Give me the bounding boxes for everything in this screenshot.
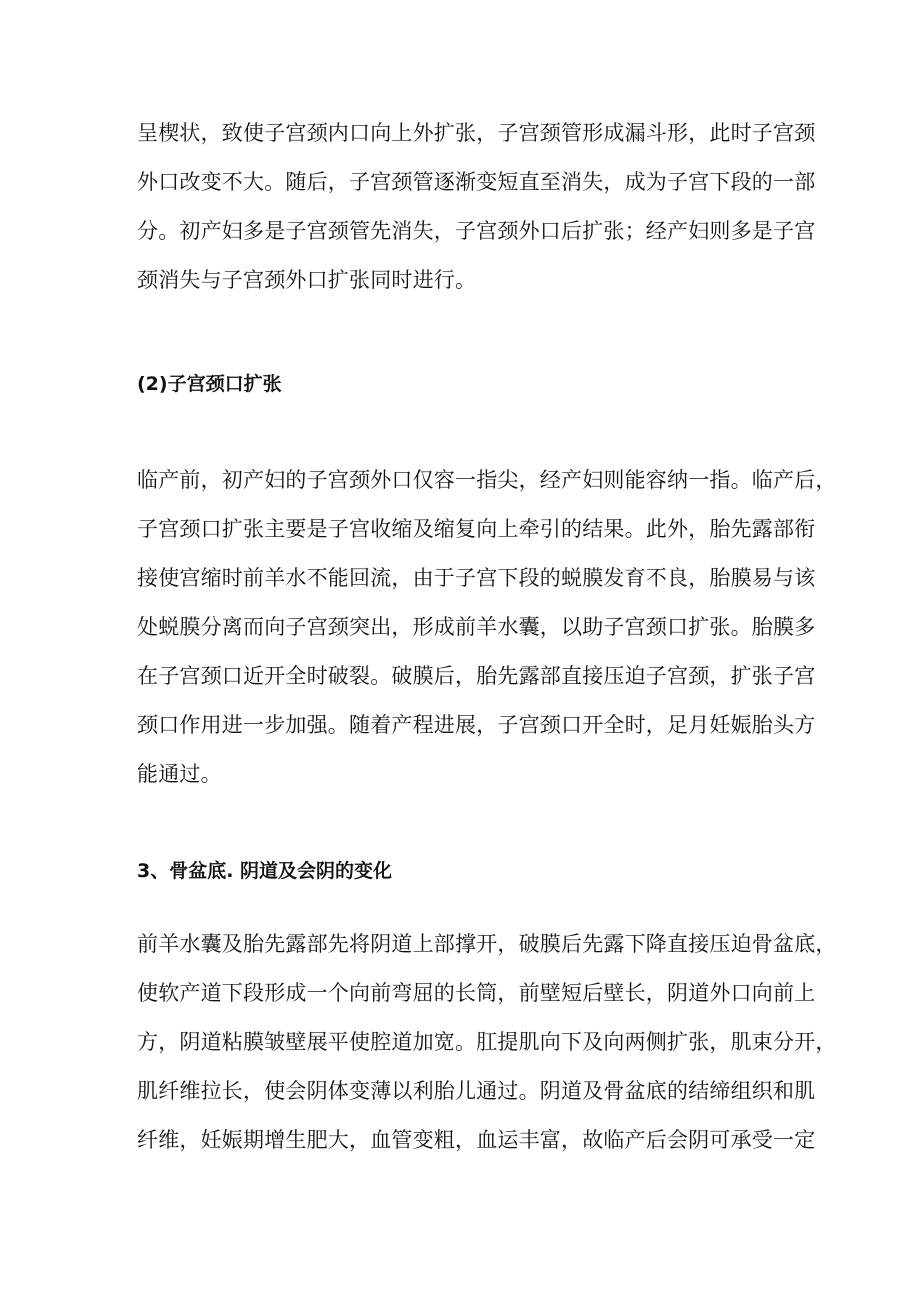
paragraph-2-line-7: 能通过。 — [137, 762, 222, 786]
paragraph-2-line-6: 颈口作用进一步加强。随着产程进展，子宫颈口开全时，足月妊娠胎头方 — [137, 713, 816, 737]
section-heading-cervix-dilation: (2)子宫颈口扩张 — [137, 373, 282, 395]
paragraph-2-line-2: 子宫颈口扩张主要是子宫收缩及缩复向上牵引的结果。此外，胎先露部衔 — [137, 517, 816, 541]
paragraph-3-line-3: 方，阴道粘膜皱壁展平使腔道加宽。肛提肌向下及向两侧扩张，肌束分开， — [137, 1030, 837, 1054]
paragraph-3-line-5: 纤维，妊娠期增生肥大，血管变粗，血运丰富，故临产后会阴可承受一定 — [137, 1128, 816, 1152]
paragraph-1-line-3: 分。初产妇多是子宫颈管先消失，子宫颈外口后扩张；经产妇则多是子宫 — [137, 219, 816, 243]
paragraph-2-line-4: 处蜕膜分离而向子宫颈突出，形成前羊水囊，以助子宫颈口扩张。胎膜多 — [137, 615, 816, 639]
section-heading-pelvic-floor: 3、骨盆底. 阴道及会阴的变化 — [137, 860, 393, 882]
paragraph-3-line-4: 肌纤维拉长，使会阴体变薄以利胎儿通过。阴道及骨盆底的结缔组织和肌 — [137, 1079, 816, 1103]
paragraph-1-line-4: 颈消失与子宫颈外口扩张同时进行。 — [137, 268, 477, 292]
paragraph-1-line-1: 呈楔状，致使子宫颈内口向上外扩张，子宫颈管形成漏斗形，此时子宫颈 — [137, 121, 816, 145]
paragraph-1-line-2: 外口改变不大。随后，子宫颈管逐渐变短直至消失，成为子宫下段的一部 — [137, 170, 816, 194]
paragraph-3-line-2: 使软产道下段形成一个向前弯屈的长筒，前壁短后壁长，阴道外口向前上 — [137, 981, 816, 1005]
paragraph-2-line-5: 在子宫颈口近开全时破裂。破膜后，胎先露部直接压迫子宫颈，扩张子宫 — [137, 664, 816, 688]
paragraph-2-line-3: 接使宫缩时前羊水不能回流，由于子宫下段的蜕膜发育不良，胎膜易与该 — [137, 566, 816, 590]
paragraph-2-line-1: 临产前，初产妇的子宫颈外口仅容一指尖，经产妇则能容纳一指。临产后， — [137, 468, 837, 492]
paragraph-3-line-1: 前羊水囊及胎先露部先将阴道上部撑开，破膜后先露下降直接压迫骨盆底， — [137, 932, 837, 956]
